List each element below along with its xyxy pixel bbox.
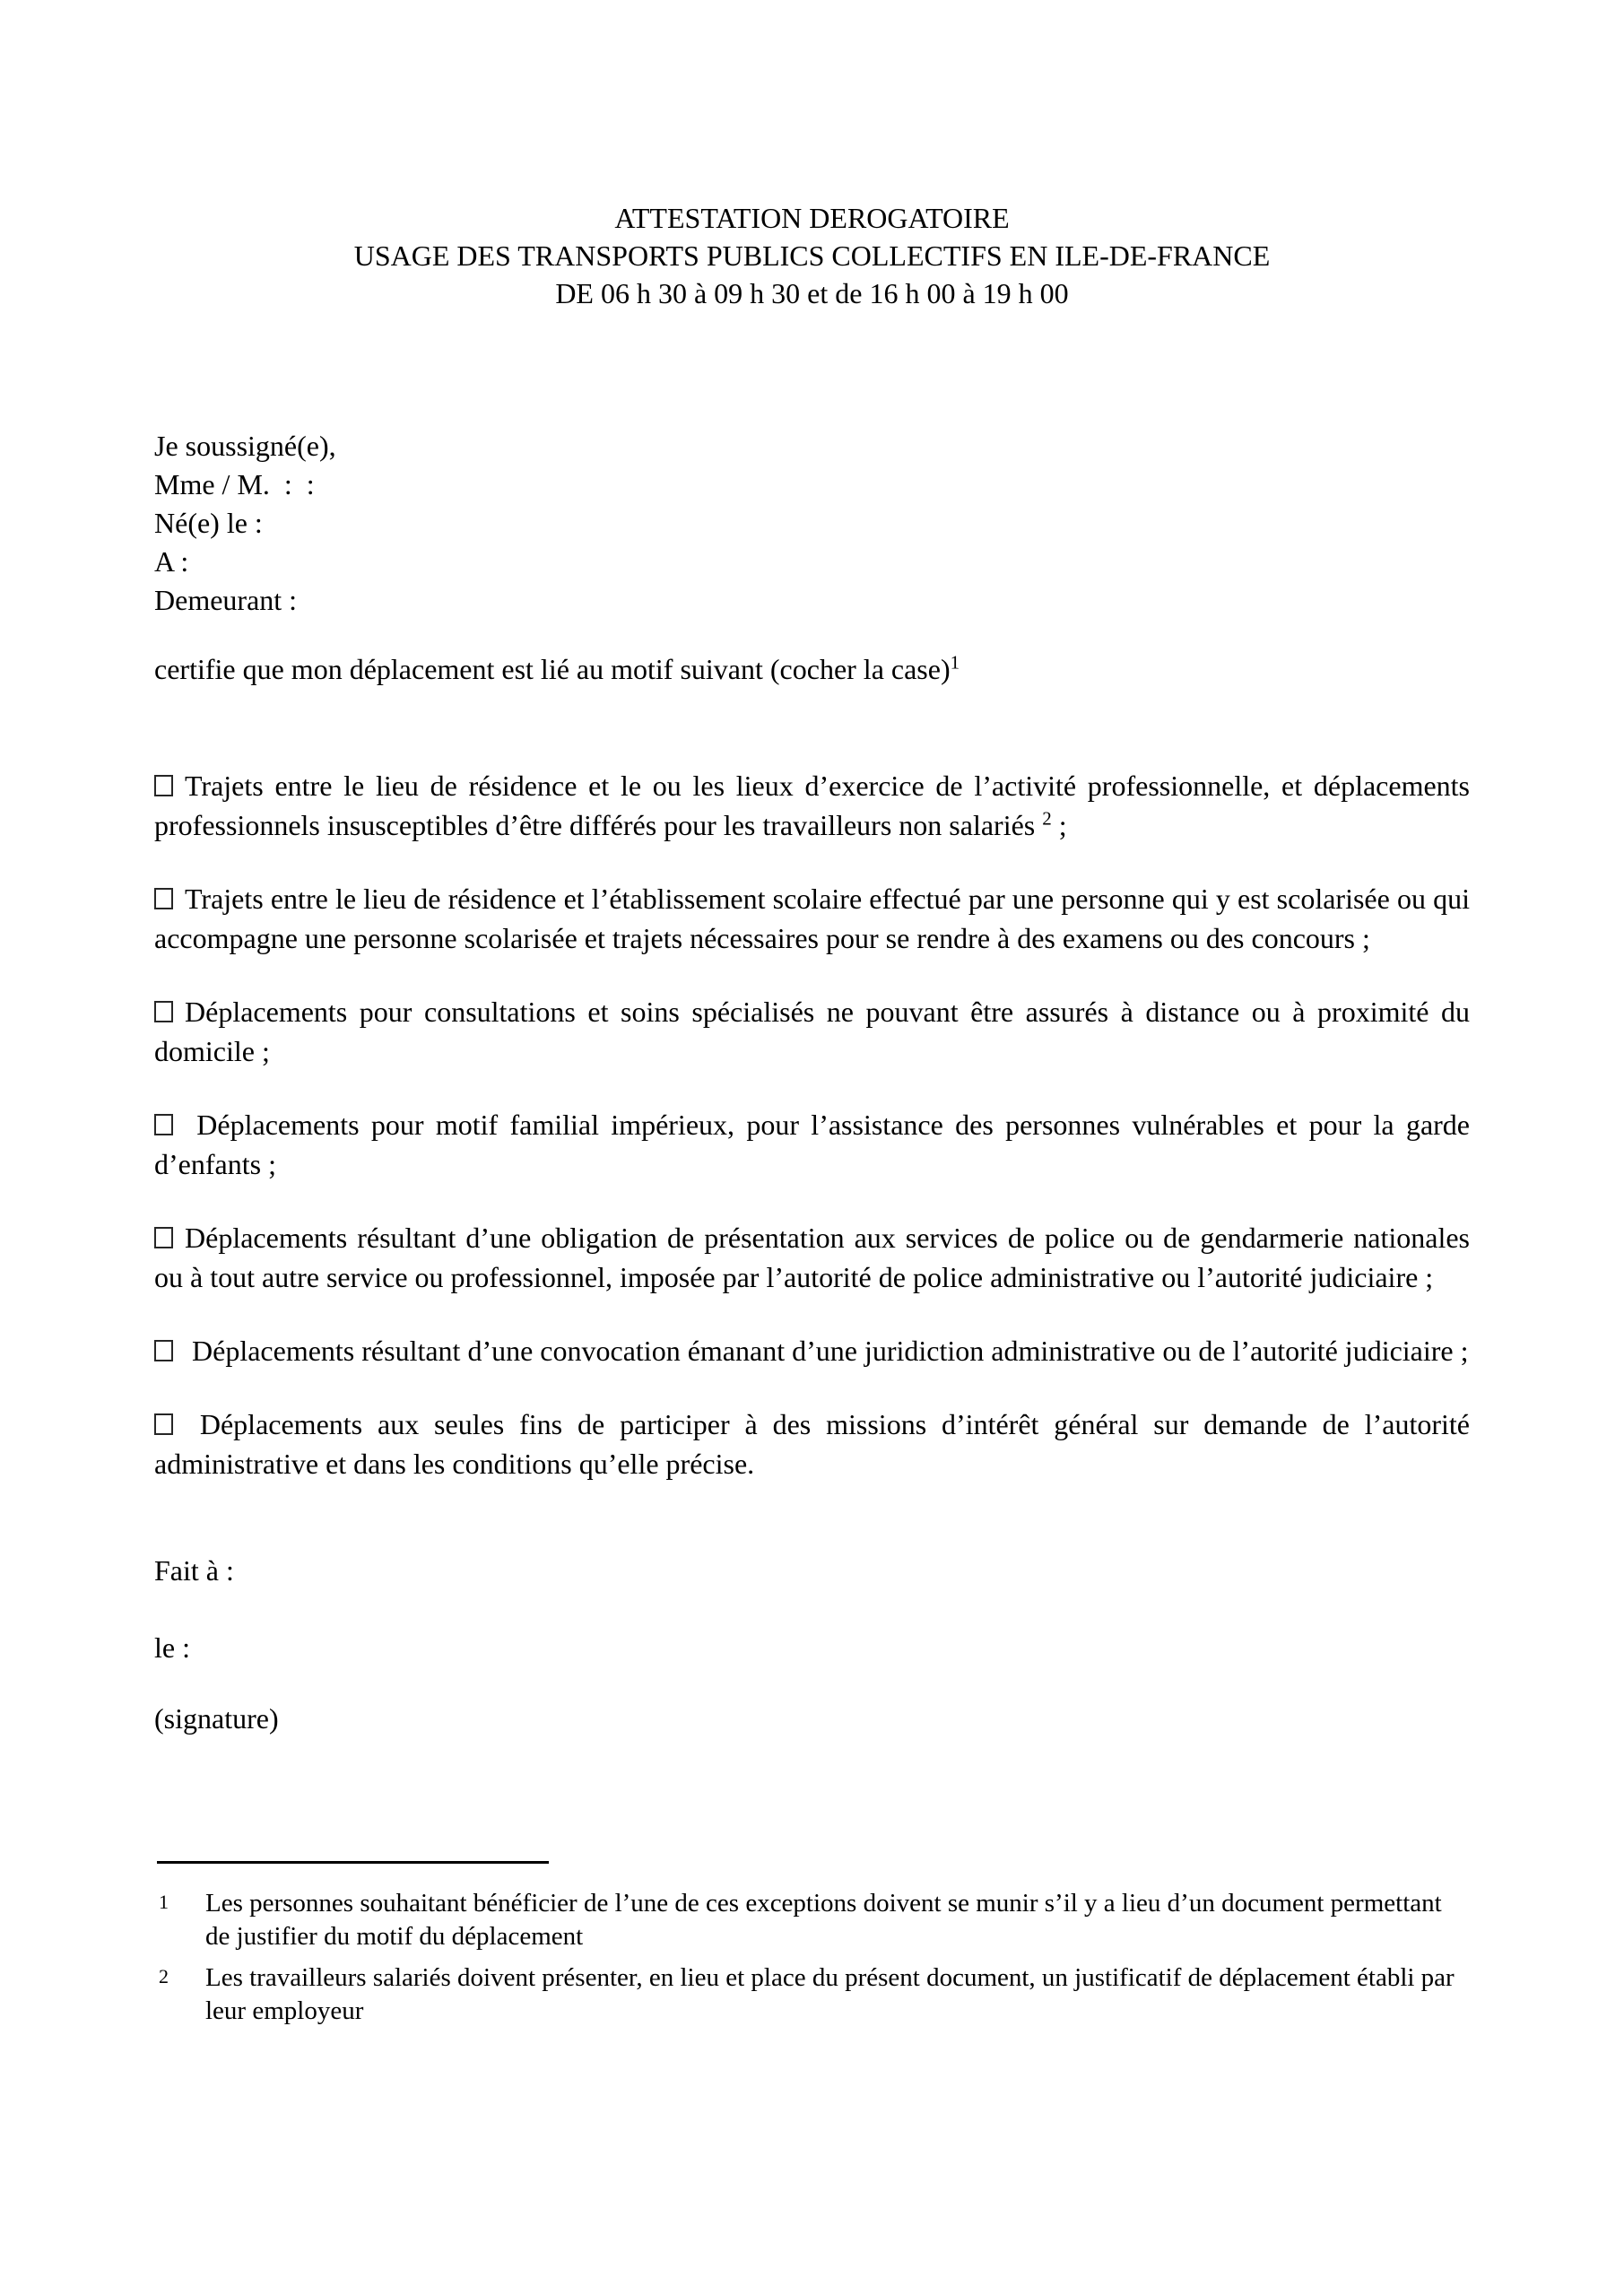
motive-checkbox[interactable] bbox=[154, 1340, 173, 1361]
document-title bbox=[154, 0, 1470, 312]
footnote bbox=[154, 1887, 1470, 1953]
identity-line: Mme / M. : : bbox=[154, 468, 315, 500]
motive-item bbox=[154, 1105, 1470, 1184]
motive-text: Déplacements résultant d’une obligation de présentation aux services de police ou de gendarmerie nationales ou à tout autre service ou professionnel, imposée par l’autorité de police administrative ou l’autorité judiciaire ; bbox=[154, 1222, 1470, 1293]
motive-text: Trajets entre le lieu de résidence et le ou les lieux d’exercice de l’activité professionnelle, et déplacements professionnels insusceptibles d’être différés pour les travailleurs non salariés bbox=[154, 770, 1470, 841]
footnote-marker: 1 bbox=[159, 1891, 169, 1913]
identity-line: Né(e) le : bbox=[154, 507, 263, 539]
title-line: DE 06 h 30 à 09 h 30 et de 16 h 00 à 19 h 00 bbox=[555, 277, 1069, 309]
footnote-list bbox=[154, 1887, 1470, 2028]
title-line: ATTESTATION DEROGATOIRE bbox=[614, 202, 1010, 234]
identity-line: Demeurant : bbox=[154, 584, 298, 616]
footnote-marker: 2 bbox=[159, 1965, 169, 1987]
motive-item bbox=[154, 1331, 1470, 1370]
motive-checkbox[interactable] bbox=[154, 1227, 173, 1248]
motive-item bbox=[154, 1218, 1470, 1297]
motive-text: Déplacements résultant d’une convocation émanant d’une juridiction administrative ou de l’autorité judiciaire ; bbox=[185, 1335, 1469, 1367]
identity-line: Je soussigné(e), bbox=[154, 430, 336, 462]
motive-text: Trajets entre le lieu de résidence et l’établissement scolaire effectué par une personne qui y est scolarisée ou qui accompagne une personne scolarisée et trajets nécessaires pour se rendre à des examens ou des concours ; bbox=[154, 883, 1470, 954]
motive-text: Déplacements pour consultations et soins spécialisés ne pouvant être assurés à distance ou à proximité du domicile ; bbox=[154, 996, 1470, 1067]
motive-text: ; bbox=[1051, 809, 1067, 841]
footnotes-section bbox=[154, 1861, 1470, 2028]
footnote-text: Les personnes souhaitant bénéficier de l’une de ces exceptions doivent se munir s’il y a lieu d’un document permettant de justifier du motif du déplacement bbox=[205, 1889, 1442, 1951]
motive-item bbox=[154, 766, 1470, 845]
footnote-separator bbox=[157, 1861, 549, 1864]
certify-statement bbox=[154, 649, 1470, 689]
le-label: le : bbox=[154, 1631, 190, 1664]
motive-text: Déplacements pour motif familial impérieux, pour l’assistance des personnes vulnérables et pour la garde d’enfants ; bbox=[154, 1109, 1470, 1180]
motive-item bbox=[154, 1405, 1470, 1483]
motive-checkbox[interactable] bbox=[154, 1413, 173, 1435]
title-line: USAGE DES TRANSPORTS PUBLICS COLLECTIFS EN ILE-DE-FRANCE bbox=[353, 239, 1271, 272]
signature-label: (signature) bbox=[154, 1702, 279, 1735]
identity-line: A : bbox=[154, 545, 189, 578]
motive-checkbox[interactable] bbox=[154, 888, 173, 909]
motive-checkbox[interactable] bbox=[154, 1001, 173, 1022]
identity-block bbox=[154, 427, 1470, 620]
footnote-ref-2: 2 bbox=[1042, 807, 1052, 830]
motive-item bbox=[154, 879, 1470, 958]
fait-a-label: Fait à : bbox=[154, 1554, 234, 1587]
motive-checkbox[interactable] bbox=[154, 775, 173, 796]
footnote-ref-1: 1 bbox=[950, 651, 960, 674]
motive-item bbox=[154, 992, 1470, 1071]
motive-text: Déplacements aux seules fins de participer à des missions d’intérêt général sur demande de l’autorité administrative et dans les conditions qu’elle précise. bbox=[154, 1408, 1470, 1480]
motive-checkbox[interactable] bbox=[154, 1114, 173, 1135]
certify-text: certifie que mon déplacement est lié au motif suivant (cocher la case) bbox=[154, 653, 951, 685]
footnote-text: Les travailleurs salariés doivent présenter, en lieu et place du présent document, un justificatif de déplacement établi par leur employeur bbox=[205, 1963, 1455, 2025]
motives-list bbox=[154, 766, 1470, 1483]
footnote bbox=[154, 1961, 1470, 2028]
